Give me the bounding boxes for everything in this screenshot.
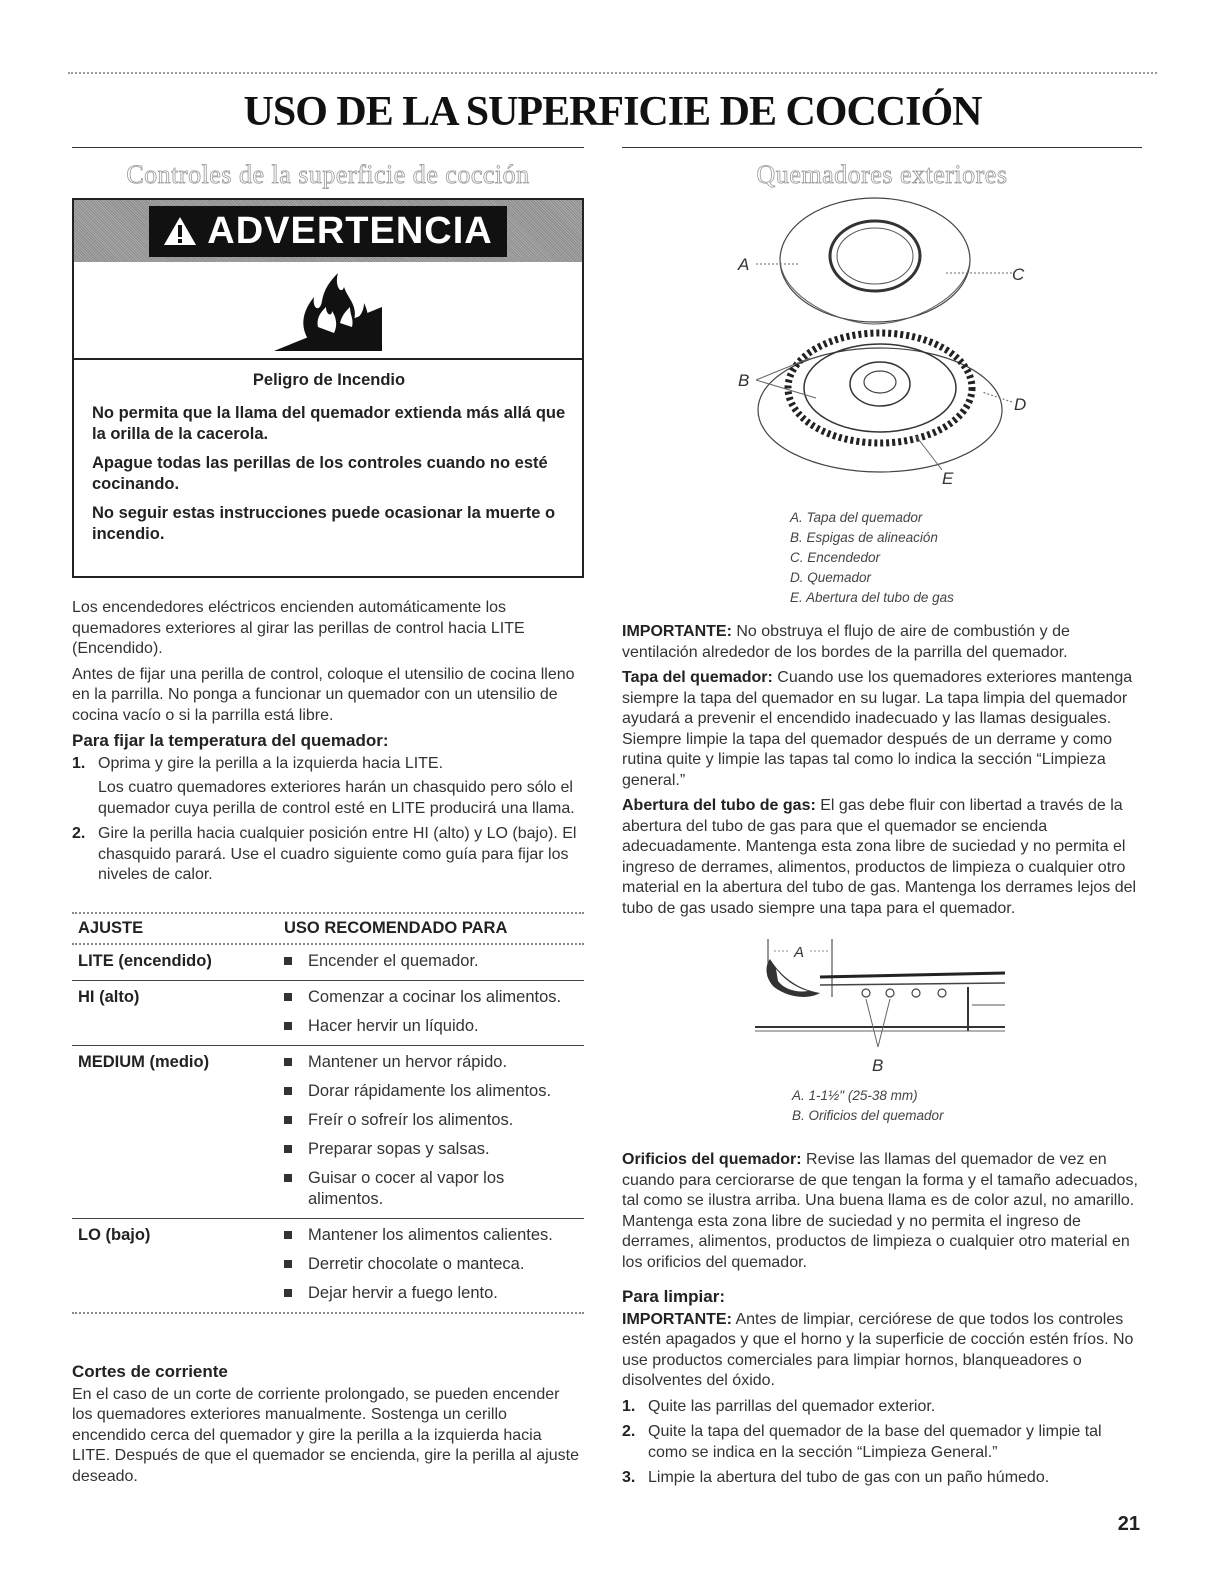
use-item [284, 1052, 584, 1073]
bullet-square-icon [284, 1058, 292, 1066]
bullet-square-icon [284, 1289, 292, 1297]
bullet-square-icon [284, 1116, 292, 1124]
step-number: 1. [622, 1397, 636, 1415]
use-item [284, 987, 584, 1008]
warning-banner-label: ADVERTENCIA [207, 209, 493, 252]
use-text: Freír o sofreír los alimentos. [308, 1111, 514, 1129]
left-section-rule [72, 147, 584, 148]
setting-uses [284, 951, 584, 974]
use-text: Guisar o cocer al vapor los alimentos. [308, 1169, 505, 1208]
caption-line: B. Espigas de alineación [790, 530, 938, 545]
bullet-square-icon [284, 1022, 292, 1030]
step-text: Quite las parrillas del quemador exterior. [648, 1397, 936, 1415]
use-text: Mantener los alimentos calientes. [308, 1226, 553, 1244]
right-section-heading: Quemadores exteriores [756, 160, 1008, 189]
caption-line: B. Orificios del quemador [792, 1108, 944, 1123]
caption-line: A. Tapa del quemador [790, 510, 923, 525]
set-temp-heading: Para fijar la temperatura del quemador: [72, 731, 389, 750]
list-item [72, 824, 584, 886]
table-row [72, 981, 584, 1046]
fire-icon [268, 267, 388, 353]
use-text: Hacer hervir un líquido. [308, 1017, 479, 1035]
warning-triangle-icon [163, 216, 197, 246]
table-header [72, 914, 584, 943]
settings-table [72, 912, 584, 1314]
right-section-rule [622, 147, 1142, 148]
list-item [622, 1397, 1142, 1418]
setting-name: LO (bajo) [78, 1226, 151, 1244]
step-text: Gire la perilla hacia cualquier posición entre HI (alto) y LO (bajo). El chasquido parará. Use el cuadro siguiente como guía para fijar los niveles de calor. [98, 825, 577, 883]
step-number: 2. [72, 825, 86, 842]
setting-uses [284, 1225, 584, 1306]
table-bottom-dotted-rule [72, 1312, 584, 1314]
top-dotted-rule [68, 72, 1157, 74]
ports-label: Orificios del quemador: [622, 1151, 802, 1168]
page-title: USO DE LA SUPERFICIE DE COCCIÓN [243, 89, 982, 135]
caption-line: C. Encendedor [790, 550, 881, 565]
step-number: 2. [622, 1423, 636, 1440]
use-item [284, 1016, 584, 1037]
table-row [72, 1219, 584, 1312]
table-row [72, 1046, 584, 1219]
use-item [284, 1110, 584, 1131]
diagram-label-a: A [738, 255, 750, 274]
flame-height-diagram [750, 935, 1020, 1075]
table-row [72, 945, 584, 981]
table-body [72, 945, 584, 1312]
use-text: Derretir chocolate o manteca. [308, 1255, 525, 1273]
bullet-square-icon [284, 1260, 292, 1268]
hazard-title: Peligro de Incendio [252, 371, 406, 389]
use-item [284, 1254, 584, 1275]
warning-line: Apague todas las perillas de los controles cuando no esté cocinando. [92, 454, 548, 493]
cap-text: Cuando use los quemadores exteriores mantenga siempre la tapa del quemador en su lugar. La tapa limpia del quemador ayudará a prevenir el encendido inadecuado y las llamas desiguales. Siempre limpie la tapa del quemador después de un derrame y como rutina quite y limpie las tapas tal como lo indica la sección “Limpieza general.” [622, 669, 1133, 789]
important-label: IMPORTANTE: [622, 623, 732, 640]
step-text: Limpie la abertura del tubo de gas con un paño húmedo. [648, 1469, 1050, 1486]
page-number: 21 [1117, 1513, 1140, 1535]
clean-steps [622, 1397, 1142, 1489]
left-section-heading: Controles de la superficie de cocción [126, 160, 530, 189]
flame-label-a: A [794, 944, 805, 961]
warning-box [72, 198, 584, 578]
important-text: No obstruya el flujo de aire de combustión y de ventilación alrededor de los bordes de la parrilla del quemador. [622, 623, 1070, 661]
right-column-text [622, 622, 1142, 924]
clean-important-label: IMPORTANTE: [622, 1310, 732, 1328]
ports-paragraph [622, 1150, 1142, 1273]
warning-header [74, 200, 582, 262]
use-text: Comenzar a cocinar los alimentos. [308, 988, 562, 1006]
setting-name: MEDIUM (medio) [78, 1053, 210, 1071]
list-item [622, 1468, 1142, 1489]
outage-section [72, 1358, 584, 1492]
caption-line: E. Abertura del tubo de gas [790, 590, 954, 605]
list-item [622, 1422, 1142, 1463]
tube-label: Abertura del tubo de gas: [622, 797, 816, 814]
use-text: Mantener un hervor rápido. [308, 1053, 508, 1071]
tube-text: El gas debe fluir con libertad a través de la abertura del tubo de gas para que el quemador se encienda adecuadamente. Mantenga esta zona libre de suciedad y no permita el ingreso de derrames, alimentos, productos de limpieza o cualquier otro material en la abertura del tubo de gas. Mantenga los derrames lejos del tubo de gas usado siempre una tapa para el quemador. [622, 797, 1137, 917]
important-paragraph [622, 622, 1142, 663]
step-number: 3. [622, 1469, 636, 1486]
use-item [284, 1081, 584, 1102]
step-number: 1. [72, 754, 86, 772]
warning-line: No permita que la llama del quemador extienda más allá que la orilla de la cacerola. [92, 404, 566, 443]
diagram-label-e: E [942, 469, 954, 488]
clean-important-paragraph [622, 1310, 1142, 1392]
use-item [284, 1283, 584, 1304]
right-column-text-lower [622, 1150, 1142, 1494]
set-temp-steps [72, 754, 584, 886]
flame-label-b: B [872, 1056, 884, 1075]
fire-hazard-area [74, 262, 582, 360]
setting-name: LITE (encendido) [78, 952, 212, 970]
bullet-square-icon [284, 993, 292, 1001]
diagram-label-b: B [738, 371, 750, 390]
step-text: Oprima y gire la perilla a la izquierda hacia LITE. [98, 754, 444, 772]
column-header-use: USO RECOMENDADO PARA [284, 919, 508, 937]
setting-uses [284, 1052, 584, 1212]
use-item [284, 1225, 584, 1246]
use-text: Dejar hervir a fuego lento. [308, 1284, 498, 1302]
use-text: Preparar sopas y salsas. [308, 1140, 490, 1158]
caption-line: A. 1-1½" (25-38 mm) [792, 1088, 918, 1103]
intro-paragraph: Antes de fijar una perilla de control, coloque el utensilio de cocina lleno en la parrilla. No ponga a funcionar un quemador con un utensilio de cocina vacío o si la parrilla está libre. [72, 665, 575, 724]
left-column-text [72, 598, 584, 891]
cap-label: Tapa del quemador: [622, 669, 773, 686]
cap-paragraph [622, 668, 1142, 791]
list-item [72, 754, 584, 820]
setting-name: HI (alto) [78, 988, 140, 1006]
use-item [284, 1139, 584, 1160]
setting-uses [284, 987, 584, 1039]
ports-text: Revise las llamas del quemador de vez en cuando para cerciorarse de que tengan la forma y el tamaño adecuados, tal como se ilustra arriba. Una buena llama es de color azul, no amarillo. Mantenga esta zona libre de suciedad y no permita el ingreso de derrames, alimentos, productos de limpieza o cualquier otro material en los orificios del quemador. [622, 1151, 1138, 1271]
intro-paragraph: Los encendedores eléctricos encienden automáticamente los quemadores exteriores al girar las perillas de control hacia LITE (Encendido). [72, 599, 525, 657]
bullet-square-icon [284, 1145, 292, 1153]
step-continuation: Los cuatro quemadores exteriores harán un chasquido pero sólo el quemador cuya perilla de control esté en LITE producirá una llama. [98, 779, 575, 817]
warning-line: No seguir estas instrucciones puede ocasionar la muerte o incendio. [92, 504, 556, 543]
bullet-square-icon [284, 1087, 292, 1095]
column-header-setting: AJUSTE [78, 919, 144, 937]
use-text: Encender el quemador. [308, 952, 479, 970]
clean-important-text: Antes de limpiar, cerciórese de que todos los controles estén apagados y que el horno y la superficie de cocción estén fríos. No use productos comerciales para limpiar hornos, blanqueadores o disolventes del óxido. [622, 1310, 1134, 1389]
burner-parts-diagram [720, 178, 1050, 498]
diagram2-captions [792, 1086, 944, 1126]
warning-banner [149, 206, 506, 257]
use-text: Dorar rápidamente los alimentos. [308, 1082, 552, 1100]
bullet-square-icon [284, 1231, 292, 1239]
outage-paragraph: En el caso de un corte de corriente prolongado, se pueden encender los quemadores exteriores manualmente. Sostenga un cerillo encendido cerca del quemador y gire la perilla a la izquierda hacia LITE. Después de que el quemador se encienda, gire la perilla al ajuste deseado. [72, 1385, 579, 1485]
tube-paragraph [622, 796, 1142, 919]
diagram1-captions [790, 508, 954, 608]
outage-heading: Cortes de corriente [72, 1362, 228, 1381]
bullet-square-icon [284, 1174, 292, 1182]
use-item [284, 1168, 584, 1210]
caption-line: D. Quemador [790, 570, 872, 585]
step-text: Quite la tapa del quemador de la base del quemador y limpie tal como se indica en la sección “Limpieza General.” [648, 1423, 1102, 1461]
diagram-label-c: C [1012, 265, 1025, 284]
bullet-square-icon [284, 957, 292, 965]
warning-text [74, 360, 582, 545]
diagram-label-d: D [1014, 395, 1027, 414]
clean-heading: Para limpiar: [622, 1287, 725, 1306]
use-item [284, 951, 584, 972]
